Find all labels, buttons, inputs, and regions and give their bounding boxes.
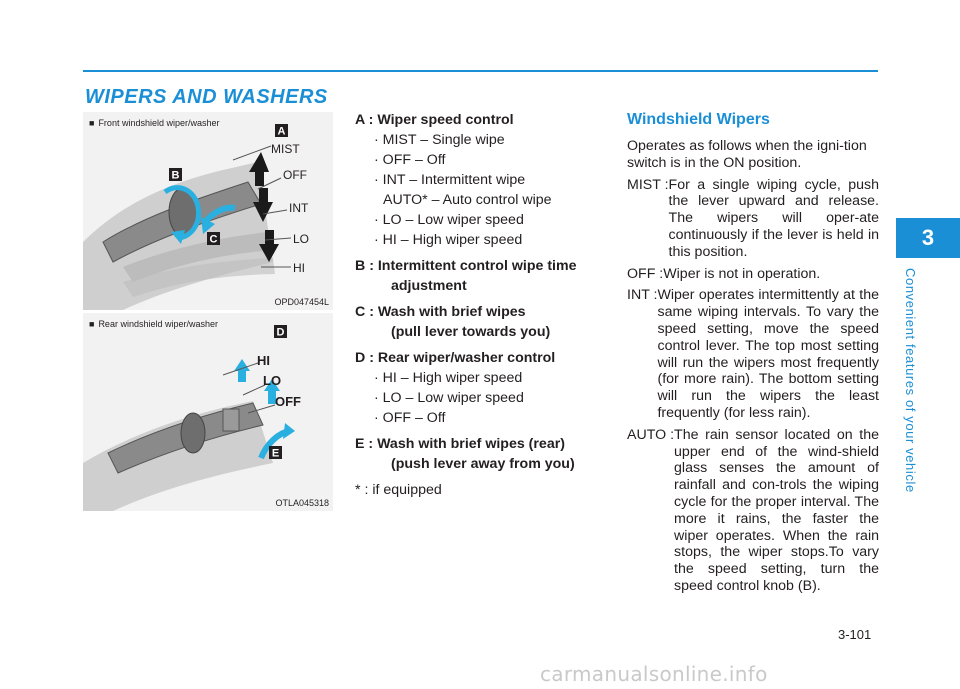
callout-b: B <box>171 169 180 182</box>
control-e-heading: E : Wash with brief wipes (rear) <box>355 436 565 452</box>
callout-e: E <box>271 447 280 460</box>
control-a-auto: AUTO* – Auto control wipe <box>383 192 552 208</box>
rear-wiper-figure <box>83 313 333 511</box>
windshield-wipers-section <box>627 110 879 600</box>
control-e-heading-cont: (push lever away from you) <box>391 456 575 472</box>
control-d-heading: D : Rear wiper/washer control <box>355 350 556 366</box>
callout-c: C <box>209 233 218 246</box>
label-lo: LO <box>293 232 310 246</box>
caption-text: Front windshield wiper/washer <box>98 118 220 128</box>
caption-marker: ■ <box>89 118 95 128</box>
callout-d: D <box>276 326 285 339</box>
top-rule <box>83 70 878 72</box>
def-desc: For a single wiping cycle, push the lever upward and release. The wipers will oper-ate continuously if the lever is held in this position. <box>668 176 879 260</box>
control-a-item: · INT – Intermittent wipe <box>374 172 526 188</box>
control-a-heading: A : Wiper speed control <box>355 112 514 128</box>
windshield-intro: Operates as follows when the igni-tion switch is in the ON position. <box>627 138 867 171</box>
chapter-tab: 3 <box>896 218 960 258</box>
front-figure-caption <box>89 118 220 128</box>
callout-a: A <box>277 125 286 138</box>
control-d-item: · OFF – Off <box>374 410 446 426</box>
def-off <box>627 266 879 283</box>
control-a-item: · MIST – Single wipe <box>374 132 505 148</box>
rear-label-off: OFF <box>275 394 301 409</box>
def-term: INT : <box>627 287 658 304</box>
front-figure-code: OPD047454L <box>274 297 329 307</box>
front-wiper-illustration <box>83 112 333 310</box>
def-term: AUTO : <box>627 426 675 443</box>
def-desc: The rain sensor located on the upper end of the wind-shield glass senses the amount of rainfall and con-trols the wiping cycle for the proper interval. The more it rains, the faster the wiper operates. When the rain stops, the wiper stops.To vary the speed setting, turn the speed control knob (B). <box>674 426 879 594</box>
control-b-heading: B : Intermittent control wipe time <box>355 258 577 274</box>
windshield-heading: Windshield Wipers <box>627 111 770 128</box>
control-d-item: · LO – Low wiper speed <box>374 390 524 406</box>
def-term: OFF : <box>627 265 664 282</box>
control-d-item: · HI – High wiper speed <box>374 370 523 386</box>
section-title: WIPERS AND WASHERS <box>85 86 328 108</box>
label-off: OFF <box>283 168 307 182</box>
watermark: carmanualsonline.info <box>540 662 768 686</box>
def-term: MIST : <box>627 176 669 193</box>
rear-label-lo: LO <box>263 373 282 388</box>
rear-label-hi: HI <box>257 353 270 368</box>
control-a-item: · OFF – Off <box>374 152 446 168</box>
controls-legend <box>355 110 600 500</box>
def-mist <box>627 177 879 261</box>
def-auto <box>627 427 879 595</box>
rear-wiper-illustration <box>83 313 333 511</box>
rear-figure-code: OTLA045318 <box>275 498 329 508</box>
caption-text: Rear windshield wiper/washer <box>98 319 218 329</box>
control-a-item: · HI – High wiper speed <box>374 232 523 248</box>
control-b-heading-cont: adjustment <box>391 278 467 294</box>
label-hi: HI <box>293 261 305 275</box>
page-number: 3-101 <box>838 627 872 642</box>
label-int: INT <box>289 201 309 215</box>
footnote: * : if equipped <box>355 482 442 498</box>
def-desc: Wiper is not in operation. <box>663 265 821 282</box>
control-c-heading-cont: (pull lever towards you) <box>391 324 551 340</box>
front-wiper-figure <box>83 112 333 310</box>
label-mist: MIST <box>271 142 300 156</box>
def-desc: Wiper operates intermittently at the same wiping intervals. To vary the speed setting, move the speed control lever. The top most setting will run the wipers most frequently (for more rain). The bottom setting will run the wipers the least frequently (for less rain). <box>657 287 879 421</box>
chapter-title: Convenient features of your vehicle <box>903 268 918 493</box>
control-a-item: · LO – Low wiper speed <box>374 212 524 228</box>
caption-marker: ■ <box>89 319 95 329</box>
def-int <box>627 287 879 421</box>
rear-figure-caption <box>89 319 218 329</box>
control-c-heading: C : Wash with brief wipes <box>355 304 526 320</box>
